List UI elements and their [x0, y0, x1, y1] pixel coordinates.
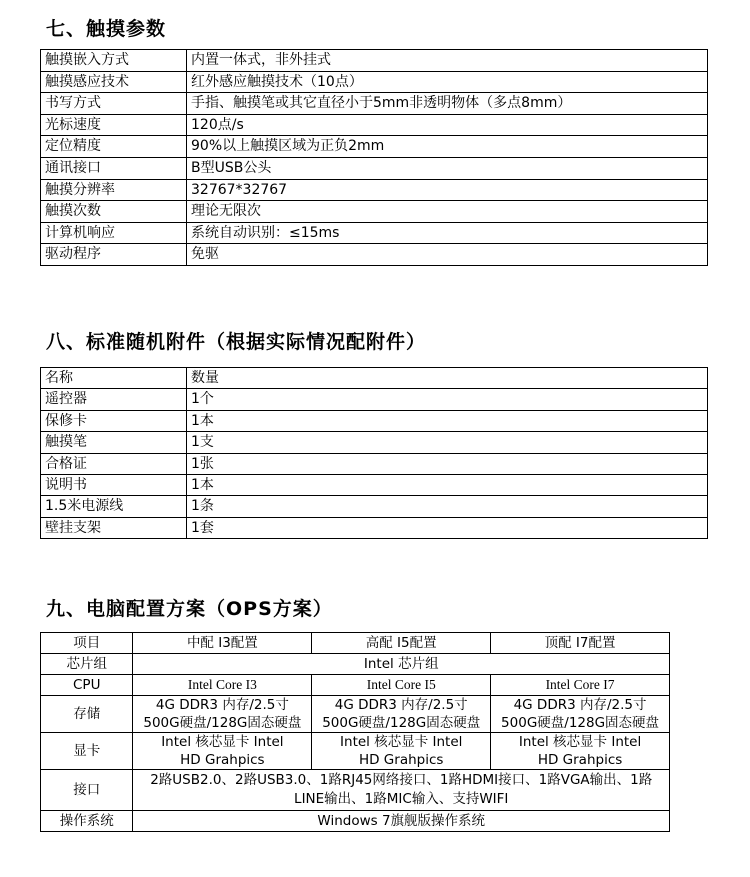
- storage-line2: 500G硬盘/128G固态硬盘: [143, 715, 302, 731]
- row-key: 合格证: [41, 453, 187, 474]
- table-row: [41, 50, 708, 72]
- row-value: B型USB公头: [187, 157, 708, 179]
- table-row: [41, 475, 708, 496]
- table-row: [41, 201, 708, 223]
- section9-title: 九、电脑配置方案（OPS方案）: [46, 598, 333, 620]
- header-high: 高配 I5配置: [312, 633, 491, 654]
- row-key: 说明书: [41, 475, 187, 496]
- row-key: 遥控器: [41, 389, 187, 410]
- os-label: 操作系统: [41, 811, 133, 832]
- row-value: 数量: [187, 368, 708, 389]
- storage-line1: 4G DDR3 内存/2.5寸: [334, 697, 468, 713]
- table-row: [41, 432, 708, 453]
- storage-line2: 500G硬盘/128G固态硬盘: [322, 715, 481, 731]
- storage-line2: 500G硬盘/128G固态硬盘: [501, 715, 660, 731]
- cpu-label: CPU: [41, 675, 133, 696]
- row-value: 1条: [187, 496, 708, 517]
- accessories-body: [41, 368, 708, 539]
- touch-params-body: [41, 50, 708, 266]
- gpu-top: [491, 733, 670, 770]
- storage-line1: 4G DDR3 内存/2.5寸: [513, 697, 647, 713]
- row-key: 触摸次数: [41, 201, 187, 223]
- row-key: 书写方式: [41, 93, 187, 115]
- table-row: [41, 633, 670, 654]
- ports-value: 2路USB2.0、2路USB3.0、1路RJ45网络接口、1路HDMI接口、1路VGA输出、1路LINE输出、1路MIC输入、支持WIFI: [133, 770, 670, 811]
- table-row: [41, 410, 708, 431]
- row-key: 触摸笔: [41, 432, 187, 453]
- row-key: 定位精度: [41, 136, 187, 158]
- row-key: 光标速度: [41, 114, 187, 136]
- touch-params-table: [40, 49, 708, 266]
- os-value: Windows 7旗舰版操作系统: [133, 811, 670, 832]
- row-value: 系统自动识别：≤15ms: [187, 222, 708, 244]
- storage-label: 存储: [41, 696, 133, 733]
- accessories-table: [40, 367, 708, 539]
- row-value: 1套: [187, 517, 708, 538]
- row-value: 1张: [187, 453, 708, 474]
- header-mid: 中配 I3配置: [133, 633, 312, 654]
- table-row: [41, 114, 708, 136]
- chipset-value: Intel 芯片组: [133, 654, 670, 675]
- row-value: 红外感应触摸技术（10点）: [187, 71, 708, 93]
- gpu-line1: Intel 核芯显卡 Intel: [340, 734, 463, 750]
- table-row: [41, 222, 708, 244]
- section7-title: 七、触摸参数: [46, 18, 167, 40]
- ports-label: 接口: [41, 770, 133, 811]
- row-value: 1支: [187, 432, 708, 453]
- row-value: 理论无限次: [187, 201, 708, 223]
- cpu-mid: Intel Core I3: [133, 675, 312, 696]
- cpu-top: Intel Core I7: [491, 675, 670, 696]
- table-row: [41, 244, 708, 266]
- row-key: 触摸感应技术: [41, 71, 187, 93]
- header-label: 项目: [41, 633, 133, 654]
- table-row: [41, 136, 708, 158]
- section8-title: 八、标准随机附件（根据实际情况配附件）: [46, 331, 427, 353]
- gpu-line1: Intel 核芯显卡 Intel: [161, 734, 284, 750]
- row-key: 触摸嵌入方式: [41, 50, 187, 72]
- table-row: [41, 675, 670, 696]
- gpu-line2: HD Grahpics: [537, 752, 623, 768]
- gpu-line1: Intel 核芯显卡 Intel: [518, 734, 642, 750]
- storage-line1: 4G DDR3 内存/2.5寸: [155, 697, 289, 713]
- storage-mid: [133, 696, 312, 733]
- row-key: 保修卡: [41, 410, 187, 431]
- gpu-label: 显卡: [41, 733, 133, 770]
- table-row: [41, 157, 708, 179]
- row-value: 1本: [187, 410, 708, 431]
- table-row: [41, 811, 670, 832]
- row-key: 1.5米电源线: [41, 496, 187, 517]
- table-row: [41, 770, 670, 811]
- gpu-mid: [133, 733, 312, 770]
- table-row: [41, 453, 708, 474]
- gpu-high: [312, 733, 491, 770]
- header-top: 顶配 I7配置: [491, 633, 670, 654]
- table-row: [41, 389, 708, 410]
- storage-top: [491, 696, 670, 733]
- row-value: 90%以上触摸区域为正负2mm: [187, 136, 708, 158]
- table-row: [41, 496, 708, 517]
- table-row: [41, 93, 708, 115]
- row-key: 驱动程序: [41, 244, 187, 266]
- table-row: [41, 517, 708, 538]
- row-value: 32767*32767: [187, 179, 708, 201]
- table-row: [41, 654, 670, 675]
- table-row: [41, 733, 670, 770]
- table-row: [41, 696, 670, 733]
- storage-high: [312, 696, 491, 733]
- row-key: 通讯接口: [41, 157, 187, 179]
- row-value: 内置一体式，非外挂式: [187, 50, 708, 72]
- row-value: 1个: [187, 389, 708, 410]
- gpu-line2: HD Grahpics: [180, 752, 265, 768]
- row-value: 免驱: [187, 244, 708, 266]
- row-value: 120点/s: [187, 114, 708, 136]
- pc-config-table: [40, 632, 670, 832]
- row-key: 壁挂支架: [41, 517, 187, 538]
- row-key: 名称: [41, 368, 187, 389]
- row-value: 1本: [187, 475, 708, 496]
- row-value: 手指、触摸笔或其它直径小于5mm非透明物体（多点8mm）: [187, 93, 708, 115]
- cpu-high: Intel Core I5: [312, 675, 491, 696]
- table-row: [41, 368, 708, 389]
- row-key: 计算机响应: [41, 222, 187, 244]
- table-row: [41, 71, 708, 93]
- row-key: 触摸分辨率: [41, 179, 187, 201]
- table-row: [41, 179, 708, 201]
- chipset-label: 芯片组: [41, 654, 133, 675]
- gpu-line2: HD Grahpics: [358, 752, 444, 768]
